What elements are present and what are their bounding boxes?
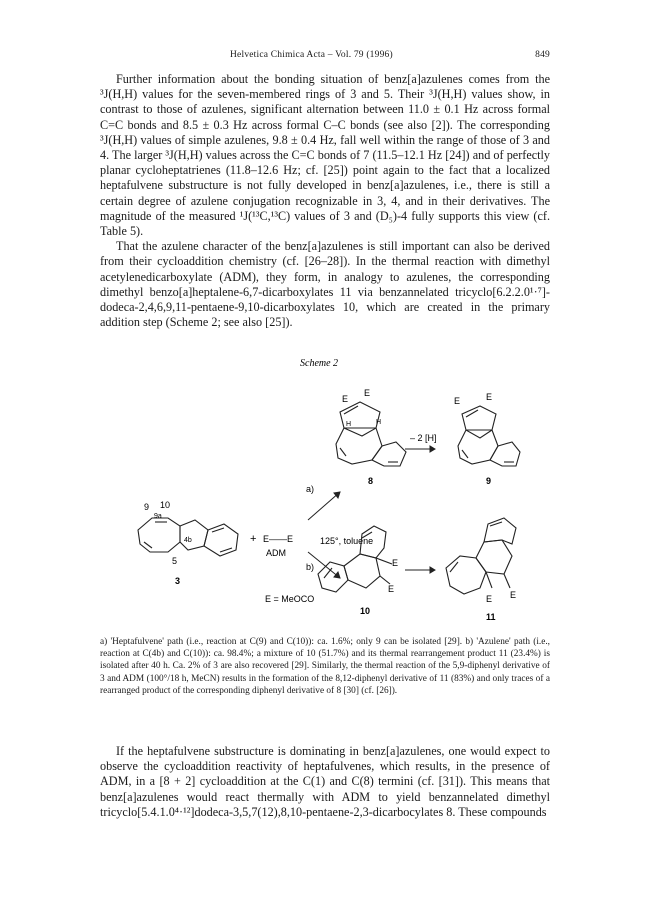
reaction-arrows xyxy=(308,446,435,578)
position-9-label: 9 xyxy=(144,502,150,512)
position-5-label: 5 xyxy=(172,556,178,566)
body-text-top xyxy=(100,72,550,330)
dehydrogenation-label: – 2 [H] xyxy=(410,433,437,443)
ester-e-8a: E xyxy=(342,394,349,404)
scheme-title: Scheme 2 xyxy=(300,358,339,369)
adm-reagent: E——E xyxy=(263,534,294,544)
ester-e-9a: E xyxy=(454,396,461,406)
position-9a-label: 9a xyxy=(154,513,162,520)
ester-e-10a: E xyxy=(392,558,399,568)
compound-8-structure xyxy=(336,402,406,466)
compound-8-label: 8 xyxy=(368,476,374,486)
ester-e-10b: E xyxy=(388,584,395,594)
ester-e-9b: E xyxy=(486,392,493,402)
scheme-caption: a) 'Heptafulvene' path (i.e., reaction at C(9) and C(10)): ca. 1.6%; only 9 can be isolated [29]. b) 'Azulene' path (i.e., reaction at C(4b) and C(10)): ca. 98.4%; a mixture of 10 (51.7%) and its thermal rearrangement product 11 (23.4%) is isolated after 40 h. Ca. 2% of 3 are also recovered [29]. Similarly, the thermal reaction of the 5,9-diphenyl derivative of 3 and ADM (100°/18 h, MeCN) results in the formation of the 8,12-diphenyl derivative of 11 (83%) and only traces of a rearranged product of the corresponding diphenyl derivative of 8 [30] (cf. [26]). xyxy=(100,637,550,696)
position-4b-label: 4b xyxy=(184,537,192,544)
ester-e-8b: E xyxy=(364,388,371,398)
running-header xyxy=(100,50,550,64)
paragraph-coupling-constants: Further information about the bonding situation of benz[a]azulenes comes from the ³J(H,H) values for the seven-membered rings of 3 and 5. Their ³J(H,H) values show, in contrast to those of azulenes, significant alternation between 11.0 ± 0.1 Hz across formal C=C bonds and 8.5 ± 0.3 Hz across formal C–C bonds (see also [2]). The corresponding ³J(H,H) values of simple azulenes, 9.8 ± 0.4 Hz, fall well within the range of those of 3 and 4. The larger ³J(H,H) values across the C=C bonds of 7 (11.5–12.1 Hz [24]) and of perfectly planar cycloheptatrienes (11.8–12.6 Hz; cf. [25]) point again to the fact that a localized heptafulvene substructure is not fully developed in benz[a]azulenes, i.e., there is still a certain degree of azulene conjugation recognizable in 3, 4, and in their derivatives. The magnitude of the measured ¹J(¹³C,¹³C) values of 3 and (D₅)-4 fully supports this view (cf. Table 5). xyxy=(100,72,550,239)
e-definition: E = MeOCO xyxy=(265,594,315,604)
compound-3-label: 3 xyxy=(175,576,181,586)
compound-11-structure xyxy=(446,518,516,594)
path-b-label: b) xyxy=(306,562,315,572)
paragraph-cycloaddition: That the azulene character of the benz[a]azulenes is still important can also be derived from their cycloaddition chemistry (cf. [26–28]). In the thermal reaction with dimethyl acetylenedicarboxylate (ADM), they form, in analogy to azulenes, the corresponding dimethyl benzo[a]heptalene-6,7-dicarboxylates 11 via benzannelated tricyclo[6.2.2.0¹·⁷]-dodeca-2,4,6,9,11-pentaene-9,10-dicarboxylates 10, which are created in the primary addition step (Scheme 2; see also [25]). xyxy=(100,239,550,330)
path-a-label: a) xyxy=(306,484,315,494)
position-10-label: 10 xyxy=(160,500,171,510)
running-title: Helvetica Chimica Acta – Vol. 79 (1996) xyxy=(230,50,393,60)
adm-label: ADM xyxy=(266,548,286,558)
compound-9-label: 9 xyxy=(486,476,492,486)
hydrogen-8b: H xyxy=(376,419,382,426)
ester-e-11a: E xyxy=(486,594,493,604)
page-number: 849 xyxy=(535,50,550,60)
compound-11-label: 11 xyxy=(486,612,496,622)
reaction-scheme-figure xyxy=(100,352,550,630)
scheme-2 xyxy=(100,352,550,630)
body-text-bottom xyxy=(100,744,550,820)
compound-10-label: 10 xyxy=(360,606,371,616)
compound-9-structure xyxy=(458,406,520,466)
reaction-conditions: 125°, toluene xyxy=(320,536,374,546)
plus-sign: + xyxy=(250,533,257,545)
hydrogen-8a: H xyxy=(346,421,352,428)
ester-e-11b: E xyxy=(510,590,517,600)
paragraph-heptafulvene: If the heptafulvene substructure is dominating in benz[a]azulenes, one would expect to observe the cycloaddition reactivity of heptafulvenes, which results, in the presence of ADM, in a [8 + 2] cycloaddition at the C(1) and C(8) termini (cf. [31]). This means that benz[a]azulenes would react thermally with ADM to yield benzannelated dimethyl tricyclo[5.4.1.0⁴·¹²]dodeca-3,5,7(12),8,10-pentaene-2,3-dicarbocylates 8. These compounds xyxy=(100,744,550,819)
